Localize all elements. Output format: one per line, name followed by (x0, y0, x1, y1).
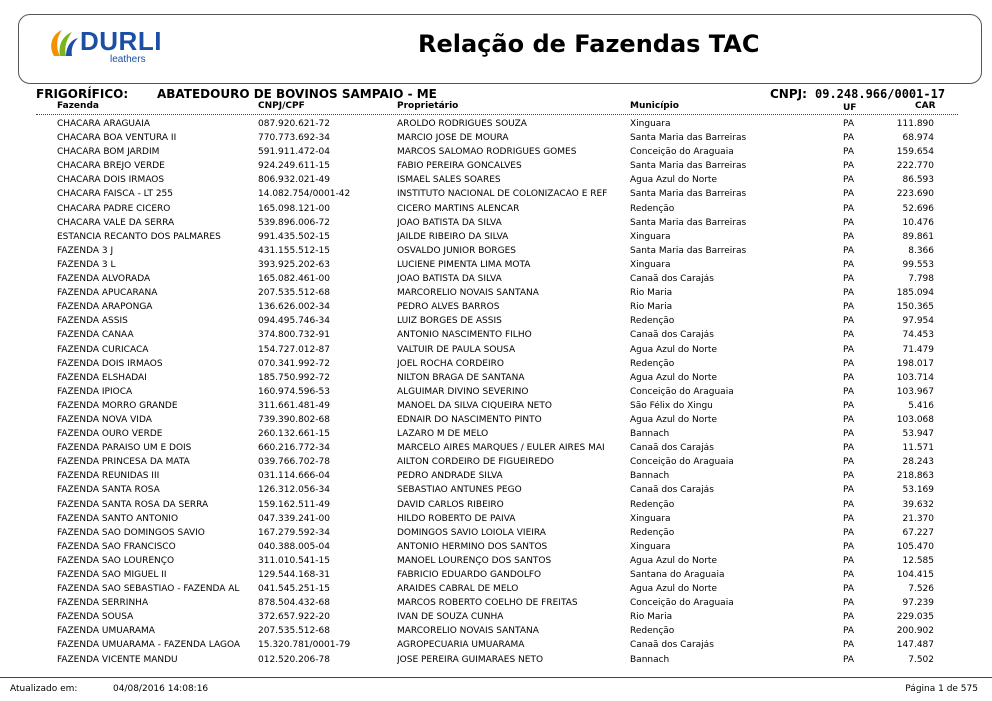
table-row (0, 330, 992, 344)
fazenda-cell: FAZENDA SERRINHA (57, 598, 149, 609)
uf-cell: PA (843, 471, 855, 482)
municipio-cell: Água Azul do Norte (630, 344, 717, 355)
proprietario-cell: JOAO BATISTA DA SILVA (397, 274, 502, 285)
municipio-cell: Santa Maria das Barreiras (630, 217, 747, 228)
car-cell: 103.967 (896, 386, 934, 397)
uf-cell: PA (843, 161, 855, 172)
car-cell: 10.476 (902, 217, 934, 228)
car-cell: 198.017 (896, 358, 934, 369)
uf-cell: PA (843, 119, 855, 129)
proprietario-cell: INSTITUTO NACIONAL DE COLONIZACAO E REF (397, 189, 608, 200)
cnpj-cell: 14.082.754/0001-42 (258, 189, 351, 200)
car-cell: 229.035 (896, 612, 934, 623)
municipio-cell: Redenção (630, 626, 675, 637)
car-cell: 52.696 (902, 203, 934, 214)
proprietario-cell: MARCORELIO NOVAIS SANTANA (397, 626, 539, 637)
fazenda-cell: FAZENDA UMUARAMA (57, 626, 155, 637)
cnpj-cell: 431.155.512-15 (258, 245, 330, 256)
car-cell: 97.239 (902, 598, 934, 609)
municipio-cell: Santana do Araguaia (630, 570, 725, 580)
municipio-cell: Santa Maria das Barreiras (630, 161, 747, 172)
table-row (0, 387, 992, 401)
table-row (0, 570, 992, 584)
proprietario-cell: CICERO MARTINS ALENCAR (397, 203, 520, 214)
uf-cell: PA (843, 640, 855, 651)
fazenda-cell: CHACARA BREJO VERDE (57, 161, 165, 172)
cnpj-cell: 806.932.021-49 (258, 175, 330, 186)
proprietario-cell: HILDO ROBERTO DE PAIVA (397, 513, 516, 524)
table-row (0, 514, 992, 528)
proprietario-cell: MARCELO AIRES MARQUES / EULER AIRES MAI (397, 443, 605, 454)
proprietario-cell: ALGUIMAR DIVINO SEVERINO (397, 386, 529, 397)
table-row (0, 373, 992, 387)
column-header-proprietario: Proprietário (397, 101, 459, 111)
uf-cell: PA (843, 570, 855, 580)
table-row (0, 161, 992, 175)
municipio-cell: Xinguara (630, 119, 671, 129)
municipio-cell: Água Azul do Norte (630, 584, 717, 595)
car-cell: 28.243 (902, 457, 934, 468)
proprietario-cell: ISMAEL SALES SOARES (397, 175, 501, 186)
uf-cell: PA (843, 541, 855, 552)
fazenda-cell: FAZENDA UMUARAMA - FAZENDA LAGOA (57, 640, 241, 651)
proprietario-cell: FABRICIO EDUARDO GANDOLFO (397, 570, 542, 580)
column-header-car: CAR (915, 101, 936, 111)
table-row (0, 401, 992, 415)
proprietario-cell: PEDRO ANDRADE SILVA (397, 471, 503, 482)
fazenda-cell: FAZENDA CANAÃ (57, 330, 134, 341)
car-cell: 103.714 (896, 372, 934, 383)
fazenda-cell: FAZENDA ASSIS (57, 316, 128, 327)
logo-subtitle: leathers (110, 54, 146, 65)
table-row (0, 119, 992, 133)
proprietario-cell: FABIO PEREIRA GONCALVES (397, 161, 522, 172)
table-row (0, 471, 992, 485)
proprietario-cell: NILTON BRAGA DE SANTANA (397, 372, 525, 383)
table-row (0, 316, 992, 330)
fazenda-cell: CHACARA BOM JARDIM (57, 147, 160, 158)
uf-cell: PA (843, 189, 855, 200)
cnpj-cell: 047.339.241-00 (258, 513, 330, 524)
fazenda-cell: FAZENDA PARAISO UM E DOIS (57, 443, 192, 454)
uf-cell: PA (843, 316, 855, 327)
table-row (0, 260, 992, 274)
proprietario-cell: JAILDE RIBEIRO DA SILVA (397, 231, 509, 242)
fazenda-cell: FAZENDA DOIS IRMAOS (57, 358, 163, 369)
proprietario-cell: LUCIENE PIMENTA LIMA MOTA (397, 259, 531, 270)
municipio-cell: Xinguara (630, 231, 671, 242)
municipio-cell: Conceição do Araguaia (630, 386, 734, 397)
municipio-cell: Rio Maria (630, 612, 673, 623)
cnpj-cell: 372.657.922-20 (258, 612, 330, 623)
proprietario-cell: AILTON CORDEIRO DE FIGUEIREDO (397, 457, 555, 468)
uf-cell: PA (843, 485, 855, 496)
fazenda-cell: FAZENDA CURICACA (57, 344, 149, 355)
uf-cell: PA (843, 175, 855, 186)
table-row (0, 528, 992, 542)
cnpj-cell: 739.390.802-68 (258, 414, 330, 425)
fazenda-cell: FAZENDA VICENTE MANDU (57, 654, 178, 665)
table-row (0, 556, 992, 570)
uf-cell: PA (843, 330, 855, 341)
uf-cell: PA (843, 612, 855, 623)
municipio-cell: Bannach (630, 429, 670, 440)
cnpj-cell: 393.925.202-63 (258, 259, 330, 270)
cnpj-cell: 129.544.168-31 (258, 570, 330, 580)
fazenda-cell: FAZENDA SANTA ROSA (57, 485, 160, 496)
cnpj-cell: 136.626.002-34 (258, 302, 330, 313)
table-row (0, 302, 992, 316)
cnpj-cell: 012.520.206-78 (258, 654, 330, 665)
fazenda-cell: CHACARA FAISCA - LT 255 (57, 189, 173, 200)
fazenda-cell: FAZENDA SANTO ANTONIO (57, 513, 179, 524)
proprietario-cell: EDNAIR DO NASCIMENTO PINTO (397, 414, 542, 425)
table-row (0, 457, 992, 471)
cnpj-cell: 041.545.251-15 (258, 584, 330, 595)
uf-cell: PA (843, 499, 855, 510)
proprietario-cell: JOSE PEREIRA GUIMARAES NETO (397, 654, 544, 665)
cnpj-cell: 15.320.781/0001-79 (258, 640, 351, 651)
uf-cell: PA (843, 133, 855, 144)
fazenda-cell: CHACARA PADRE CICERO (57, 203, 171, 214)
fazenda-cell: FAZENDA PRINCESA DA MATA (57, 457, 190, 468)
fazenda-cell: FAZENDA 3 L (57, 259, 116, 270)
car-cell: 218.863 (896, 471, 934, 482)
municipio-cell: Água Azul do Norte (630, 372, 717, 383)
fazenda-cell: FAZENDA APUCARANA (57, 288, 158, 299)
municipio-cell: Redenção (630, 316, 675, 327)
cnpj-cell: 770.773.692-34 (258, 133, 330, 144)
fazenda-cell: FAZENDA ARAPONGA (57, 302, 153, 313)
municipio-cell: Canaã dos Carajás (630, 640, 714, 651)
column-header-municipio: Município (630, 101, 679, 111)
municipio-cell: Canaã dos Carajás (630, 274, 714, 285)
car-cell: 7.526 (908, 584, 934, 595)
cnpj-cell: 160.974.596-53 (258, 386, 330, 397)
header-divider (36, 114, 958, 115)
fazenda-cell: CHACARA VALE DA SERRA (57, 217, 175, 228)
fazenda-cell: FAZENDA SAO MIGUEL II (57, 570, 167, 580)
cnpj-cell: 094.495.746-34 (258, 316, 330, 327)
car-cell: 53.947 (902, 429, 934, 440)
cnpj-cell: 031.114.666-04 (258, 471, 330, 482)
proprietario-cell: AGROPECUARIA UMUARAMA (397, 640, 525, 651)
uf-cell: PA (843, 443, 855, 454)
table-row (0, 429, 992, 443)
car-cell: 21.370 (902, 513, 934, 524)
municipio-cell: Água Azul do Norte (630, 175, 717, 186)
table-row (0, 147, 992, 161)
cnpj-cell: 260.132.661-15 (258, 429, 330, 440)
car-cell: 89.861 (902, 231, 934, 242)
municipio-cell: Redenção (630, 527, 675, 538)
municipio-cell: Conceição do Araguaia (630, 147, 734, 158)
uf-cell: PA (843, 527, 855, 538)
table-row (0, 274, 992, 288)
uf-cell: PA (843, 358, 855, 369)
cnpj-cell: 087.920.621-72 (258, 119, 330, 129)
cnpj-cell: 154.727.012-87 (258, 344, 330, 355)
proprietario-cell: MANOEL LOURENÇO DOS SANTOS (397, 555, 552, 566)
table-row (0, 246, 992, 260)
car-cell: 8.366 (908, 245, 934, 256)
leaf-logo-icon (44, 26, 80, 62)
fazenda-cell: FAZENDA SAO SEBASTIAO - FAZENDA AL (57, 584, 240, 595)
frigorifico-label: FRIGORÍFICO: (36, 87, 129, 101)
municipio-cell: Redenção (630, 203, 675, 214)
cnpj-cell: 591.911.472-04 (258, 147, 330, 158)
column-header-fazenda: Fazenda (57, 101, 99, 111)
proprietario-cell: ARAIDES CABRAL DE MELO (397, 584, 519, 595)
uf-cell: PA (843, 217, 855, 228)
municipio-cell: Bannach (630, 654, 670, 665)
uf-cell: PA (843, 372, 855, 383)
proprietario-cell: JOAO BATISTA DA SILVA (397, 217, 502, 228)
column-header-uf: UF (843, 103, 857, 113)
proprietario-cell: MARCOS SALOMAO RODRIGUES GOMES (397, 147, 577, 158)
proprietario-cell: DOMINGOS SAVIO LOIOLA VIEIRA (397, 527, 546, 538)
municipio-cell: Água Azul do Norte (630, 555, 717, 566)
car-cell: 74.453 (902, 330, 934, 341)
uf-cell: PA (843, 429, 855, 440)
frigorifico-name: ABATEDOURO DE BOVINOS SAMPAIO - ME (157, 87, 437, 101)
cnpj-cell: 070.341.992-72 (258, 358, 330, 369)
page-number: Página 1 de 575 (905, 684, 978, 694)
cnpj-cell: 660.216.772-34 (258, 443, 330, 454)
cnpj-label: CNPJ: (770, 87, 807, 101)
column-header-cnpj: CNPJ/CPF (258, 101, 305, 111)
fazenda-cell: ESTANCIA RECANTO DOS PALMARES (57, 231, 221, 242)
cnpj-cell: 924.249.611-15 (258, 161, 330, 172)
uf-cell: PA (843, 513, 855, 524)
proprietario-cell: MARCIO JOSE DE MOURA (397, 133, 509, 144)
table-row (0, 500, 992, 514)
municipio-cell: São Félix do Xingu (630, 400, 713, 411)
uf-cell: PA (843, 302, 855, 313)
cnpj-cell: 126.312.056-34 (258, 485, 330, 496)
car-cell: 185.094 (896, 288, 934, 299)
table-row (0, 345, 992, 359)
car-cell: 111.890 (896, 119, 934, 129)
uf-cell: PA (843, 259, 855, 270)
car-cell: 159.654 (896, 147, 934, 158)
car-cell: 68.974 (902, 133, 934, 144)
table-row (0, 232, 992, 246)
table-row (0, 626, 992, 640)
car-cell: 103.068 (896, 414, 934, 425)
cnpj-cell: 159.162.511-49 (258, 499, 330, 510)
table-row (0, 542, 992, 556)
municipio-cell: Bannach (630, 471, 670, 482)
proprietario-cell: IVAN DE SOUZA CUNHA (397, 612, 504, 623)
car-cell: 86.593 (902, 175, 934, 186)
car-cell: 104.415 (896, 570, 934, 580)
proprietario-cell: JOEL ROCHA CORDEIRO (397, 358, 504, 369)
uf-cell: PA (843, 245, 855, 256)
cnpj-cell: 311.661.481-49 (258, 400, 330, 411)
fazenda-cell: CHACARA BOA VENTURA II (57, 133, 177, 144)
table-row (0, 612, 992, 626)
municipio-cell: Canaã dos Carajás (630, 485, 714, 496)
proprietario-cell: SEBASTIAO ANTUNES PEGO (397, 485, 522, 496)
fazenda-cell: FAZENDA IPIOCA (57, 386, 133, 397)
table-row (0, 584, 992, 598)
cnpj-cell: 991.435.502-15 (258, 231, 330, 242)
uf-cell: PA (843, 274, 855, 285)
proprietario-cell: MARCOS ROBERTO COELHO DE FREITAS (397, 598, 578, 609)
car-cell: 5.416 (908, 400, 934, 411)
fazenda-cell: FAZENDA SÃO DOMINGOS SAVIO (57, 527, 205, 538)
fazenda-cell: FAZENDA REUNIDAS III (57, 471, 160, 482)
table-row (0, 359, 992, 373)
car-cell: 53.169 (902, 485, 934, 496)
car-cell: 11.571 (902, 443, 934, 454)
uf-cell: PA (843, 626, 855, 637)
uf-cell: PA (843, 203, 855, 214)
cnpj-cell: 165.098.121-00 (258, 203, 330, 214)
municipio-cell: Xinguara (630, 541, 671, 552)
fazenda-cell: CHACARA ARAGUAIA (57, 119, 150, 129)
car-cell: 200.902 (896, 626, 934, 637)
proprietario-cell: MARCORELIO NOVAIS SANTANA (397, 288, 539, 299)
fazenda-cell: FAZENDA MORRO GRANDE (57, 400, 178, 411)
car-cell: 7.798 (908, 274, 934, 285)
cnpj-cell: 374.800.732-91 (258, 330, 330, 341)
page-title: Relação de Fazendas TAC (418, 30, 760, 58)
municipio-cell: Água Azul do Norte (630, 414, 717, 425)
proprietario-cell: LUIZ BORGES DE ASSIS (397, 316, 502, 327)
cnpj-cell: 539.896.006-72 (258, 217, 330, 228)
proprietario-cell: PEDRO ALVES BARROS (397, 302, 500, 313)
cnpj-cell: 207.535.512-68 (258, 288, 330, 299)
municipio-cell: Canaã dos Carajás (630, 330, 714, 341)
uf-cell: PA (843, 584, 855, 595)
car-cell: 39.632 (902, 499, 934, 510)
uf-cell: PA (843, 598, 855, 609)
municipio-cell: Xinguara (630, 259, 671, 270)
fazenda-cell: FAZENDA SOUSA (57, 612, 134, 623)
fazenda-cell: FAZENDA SANTA ROSA DA SERRA (57, 499, 209, 510)
car-cell: 99.553 (902, 259, 934, 270)
table-row (0, 655, 992, 669)
car-cell: 71.479 (902, 344, 934, 355)
cnpj-value: 09.248.966/0001-17 (815, 87, 946, 101)
proprietario-cell: ANTONIO HERMINO DOS SANTOS (397, 541, 548, 552)
table-row (0, 133, 992, 147)
logo-wordmark: DURLI (80, 26, 162, 56)
uf-cell: PA (843, 231, 855, 242)
updated-label: Atualizado em: (10, 684, 78, 694)
fazenda-cell: FAZENDA SAO FRANCISCO (57, 541, 176, 552)
table-row (0, 485, 992, 499)
uf-cell: PA (843, 344, 855, 355)
uf-cell: PA (843, 555, 855, 566)
fazenda-cell: FAZENDA NOVA VIDA (57, 414, 152, 425)
car-cell: 105.470 (896, 541, 934, 552)
fazenda-cell: FAZENDA ALVORADA (57, 274, 151, 285)
proprietario-cell: VALTUIR DE PAULA SOUSA (397, 344, 516, 355)
municipio-cell: Redenção (630, 499, 675, 510)
table-row (0, 443, 992, 457)
municipio-cell: Conceição do Araguaia (630, 457, 734, 468)
car-cell: 222.770 (896, 161, 934, 172)
car-cell: 7.502 (908, 654, 934, 665)
car-cell: 12.585 (902, 555, 934, 566)
municipio-cell: Santa Maria das Barreiras (630, 133, 747, 144)
municipio-cell: Canaã dos Carajás (630, 443, 714, 454)
cnpj-cell: 167.279.592-34 (258, 527, 330, 538)
durli-logo (44, 26, 164, 68)
proprietario-cell: AROLDO RODRIGUES SOUZA (397, 119, 527, 129)
uf-cell: PA (843, 400, 855, 411)
fazenda-cell: FAZENDA 3 J (57, 245, 114, 256)
cnpj-cell: 165.082.461-00 (258, 274, 330, 285)
car-cell: 147.487 (896, 640, 934, 651)
table-row (0, 598, 992, 612)
municipio-cell: Xinguara (630, 513, 671, 524)
fazenda-cell: CHACARA DOIS IRMAOS (57, 175, 165, 186)
table-row (0, 288, 992, 302)
municipio-cell: Santa Maria das Barreiras (630, 189, 747, 200)
cnpj-cell: 040.388.005-04 (258, 541, 330, 552)
uf-cell: PA (843, 654, 855, 665)
proprietario-cell: DAVID CARLOS RIBEIRO (397, 499, 504, 510)
updated-timestamp: 04/08/2016 14:08:16 (113, 684, 209, 694)
fazenda-cell: FAZENDA OURO VERDE (57, 429, 163, 440)
car-cell: 97.954 (902, 316, 934, 327)
uf-cell: PA (843, 147, 855, 158)
proprietario-cell: ANTONIO NASCIMENTO FILHO (397, 330, 532, 341)
table-row (0, 189, 992, 203)
proprietario-cell: MANOEL DA SILVA CIQUEIRA NETO (397, 400, 552, 411)
fazenda-cell: FAZENDA ELSHADAI (57, 372, 147, 383)
uf-cell: PA (843, 288, 855, 299)
farm-table-body (0, 119, 992, 669)
footer-divider (0, 677, 992, 678)
fazenda-cell: FAZENDA SAO LOURENÇO (57, 555, 175, 566)
municipio-cell: Conceição do Araguaia (630, 598, 734, 609)
municipio-cell: Rio Maria (630, 302, 673, 313)
car-cell: 67.227 (902, 527, 934, 538)
proprietario-cell: OSVALDO JUNIOR BORGES (397, 245, 516, 256)
cnpj-cell: 207.535.512-68 (258, 626, 330, 637)
uf-cell: PA (843, 457, 855, 468)
proprietario-cell: LAZARO M DE MELO (397, 429, 489, 440)
cnpj-cell: 878.504.432-68 (258, 598, 330, 609)
cnpj-cell: 185.750.992-72 (258, 372, 330, 383)
table-row (0, 175, 992, 189)
municipio-cell: Rio Maria (630, 288, 673, 299)
table-row (0, 204, 992, 218)
municipio-cell: Redenção (630, 358, 675, 369)
cnpj-cell: 039.766.702-78 (258, 457, 330, 468)
cnpj-cell: 311.010.541-15 (258, 555, 330, 566)
uf-cell: PA (843, 386, 855, 397)
municipio-cell: Santa Maria das Barreiras (630, 245, 747, 256)
table-row (0, 218, 992, 232)
car-cell: 223.690 (896, 189, 934, 200)
uf-cell: PA (843, 414, 855, 425)
table-row (0, 640, 992, 654)
car-cell: 150.365 (896, 302, 934, 313)
table-row (0, 415, 992, 429)
